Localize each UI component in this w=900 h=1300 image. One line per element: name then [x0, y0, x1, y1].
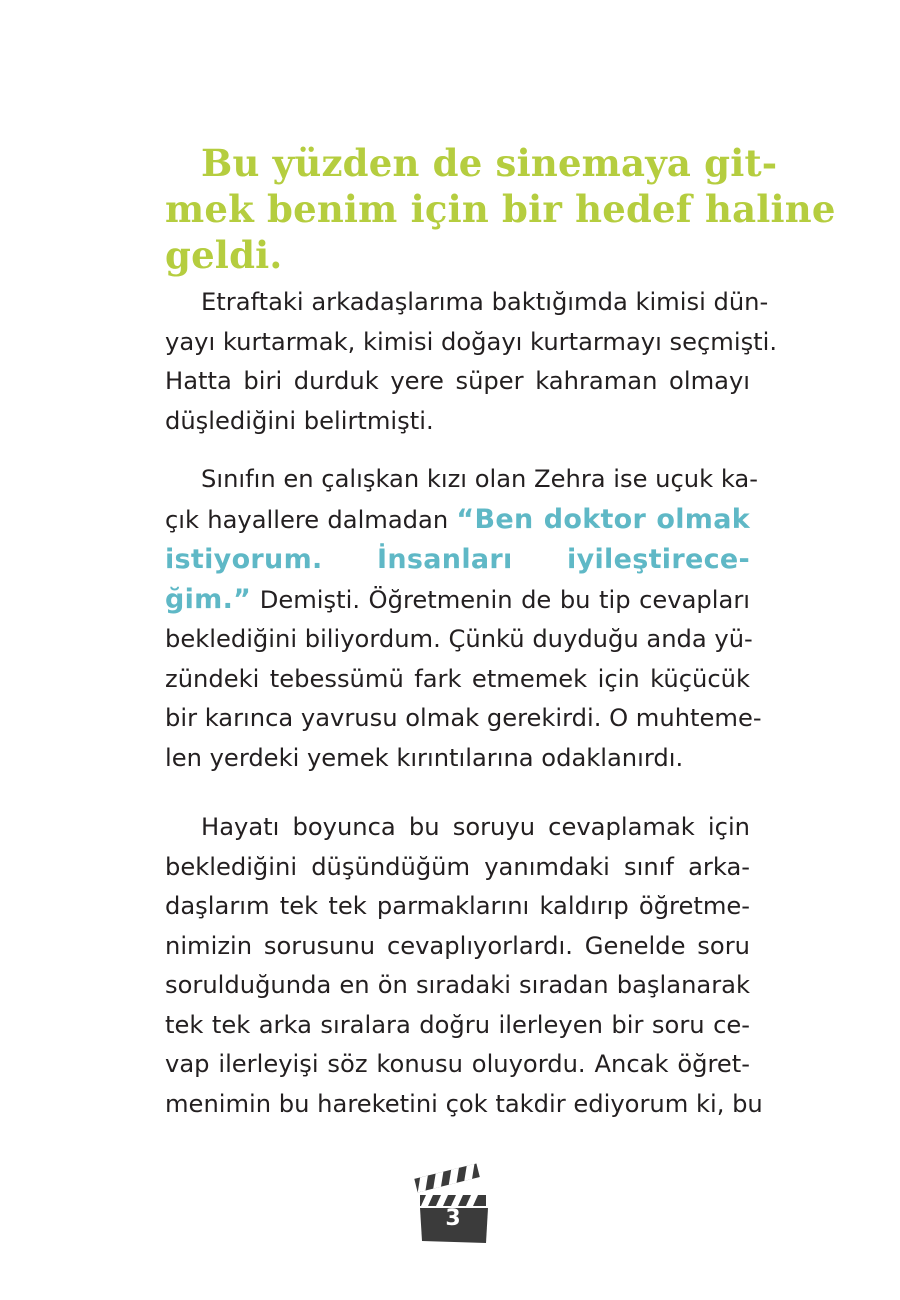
text-line: tek tek arka sıralara doğru ilerleyen bir soru ce- — [165, 1010, 750, 1039]
text-line: beklediğini biliyordum. Çünkü duyduğu anda yü- — [165, 625, 753, 653]
text-line: bir karınca yavrusu olmak gerekirdi. O muhteme- — [165, 704, 762, 732]
text-line — [165, 500, 750, 541]
heading-line: Bu yüzden de sinemaya git- — [201, 141, 778, 185]
text-line: beklediğini düşündüğüm yanımdaki sınıf arka- — [165, 852, 750, 881]
text-line: nimizin sorusunu cevaplıyorlardı. Genelde soru — [165, 931, 750, 960]
paragraph-1 — [165, 283, 778, 441]
text-line: sorulduğunda en ön sıradaki sıradan başlanarak — [165, 971, 750, 999]
text-line: vap ilerleyişi söz konusu oluyordu. Ancak öğret- — [165, 1050, 750, 1078]
text-line: yayı kurtarmak, kimisi doğayı kurtarmayı seçmişti. — [165, 327, 778, 356]
text-line: zündeki tebessümü fark etmemek için küçücük — [165, 664, 750, 693]
text-line: düşlediğini belirtmişti. — [165, 406, 434, 435]
text-line: menimin bu hareketini çok takdir ediyorum ki, bu — [165, 1089, 763, 1118]
text-line: Etraftaki arkadaşlarıma baktığımda kimisi dün- — [201, 288, 769, 316]
heading-line: mek benim için bir hedef haline — [165, 187, 836, 231]
text-line — [165, 580, 750, 621]
clapperboard-icon — [414, 1163, 496, 1245]
dialogue-quote: “Ben doktor olmak — [456, 503, 750, 535]
text-segment: çık hayallere dalmadan — [165, 505, 457, 534]
page-number: 3 — [445, 1206, 461, 1231]
text-line: daşlarım tek tek parmaklarını kaldırıp öğretme- — [165, 892, 750, 920]
dialogue-quote: istiyorum. İnsanları iyileştirece- — [165, 544, 750, 575]
paragraph-2 — [165, 460, 762, 778]
text-line: Sınıfın en çalışkan kızı olan Zehra ise uçuk ka- — [201, 465, 758, 493]
text-line: Hayatı boyunca bu soruyu cevaplamak için — [201, 813, 750, 841]
heading-line: geldi. — [165, 233, 283, 277]
text-segment: Demişti. Öğretmenin de bu tip cevapları — [251, 585, 750, 614]
chapter-heading — [165, 140, 836, 278]
dialogue-quote: ğim.” — [165, 583, 252, 615]
text-line: Hatta biri durduk yere süper kahraman olmayı — [165, 367, 750, 395]
text-line: len yerdeki yemek kırıntılarına odaklanırdı. — [165, 743, 684, 772]
paragraph-3 — [165, 808, 763, 1124]
